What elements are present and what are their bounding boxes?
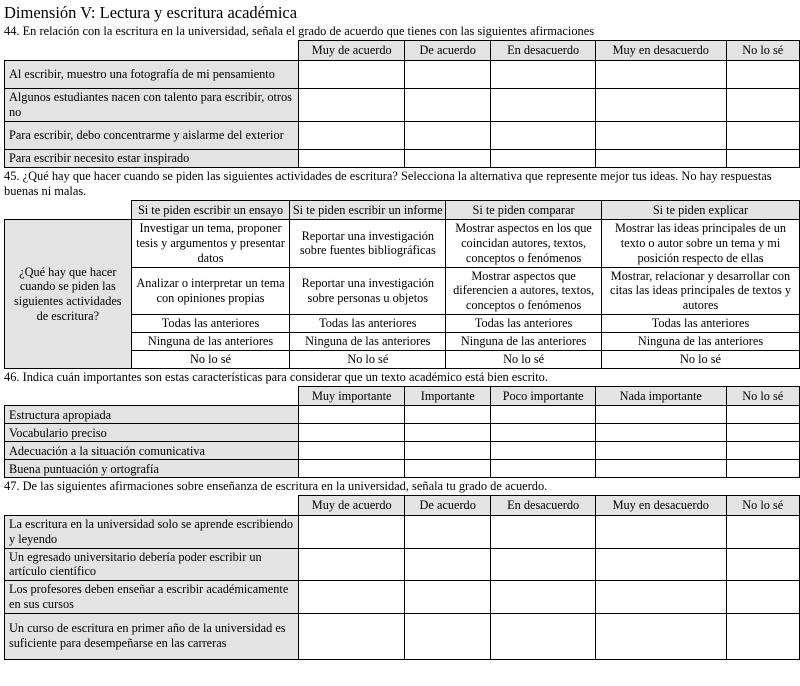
- row-label: Para escribir, debo concentrarme y aislarme del exterior: [5, 121, 299, 149]
- answer-cell[interactable]: [595, 613, 726, 659]
- table-row: [5, 89, 800, 122]
- question-46-prompt: 46. Indica cuán importantes son estas características para considerar que un texto académico está bien escrito.: [4, 369, 548, 384]
- question-45-prompt: 45. ¿Qué hay que hacer cuando se piden las siguientes actividades de escritura? Selecciona la alternativa que represente mejor tus ideas. No hay respuestas buenas ni malas.: [4, 168, 772, 198]
- answer-cell[interactable]: [726, 460, 799, 478]
- answer-cell[interactable]: [491, 581, 596, 614]
- row-label: Vocabulario preciso: [5, 424, 299, 442]
- option-cell[interactable]: Todas las anteriores: [290, 314, 446, 332]
- column-header-explicar: Si te piden explicar: [601, 200, 799, 220]
- answer-cell[interactable]: [404, 516, 490, 549]
- question-47-table: [4, 495, 800, 659]
- question-45-table: [4, 200, 800, 369]
- option-cell[interactable]: Mostrar aspectos que diferencien a autores, textos, conceptos o fenómenos: [446, 267, 602, 314]
- row-label: Algunos estudiantes nacen con talento para escribir, otros no: [5, 89, 299, 122]
- table-row: [5, 460, 800, 478]
- table-row: [5, 442, 800, 460]
- column-header-muy-de-acuerdo: Muy de acuerdo: [299, 496, 405, 516]
- column-header-en-desacuerdo: En desacuerdo: [491, 496, 596, 516]
- answer-cell[interactable]: [726, 121, 799, 149]
- option-cell[interactable]: Ninguna de las anteriores: [290, 332, 446, 350]
- column-header-no-lo-se: No lo sé: [726, 496, 799, 516]
- answer-cell[interactable]: [595, 516, 726, 549]
- row-label-side: ¿Qué hay que hacer cuando se piden las siguientes actividades de escritura?: [5, 220, 132, 369]
- question-44-prompt: 44. En relación con la escritura en la universidad, señala el grado de acuerdo que tienes con las siguientes afirmaciones: [4, 24, 595, 39]
- option-cell[interactable]: Ninguna de las anteriores: [446, 332, 602, 350]
- answer-cell[interactable]: [404, 61, 490, 89]
- option-cell[interactable]: Investigar un tema, proponer tesis y argumentos y presentar datos: [131, 220, 290, 267]
- question-46-table: [4, 386, 800, 479]
- corner-cell: [5, 200, 132, 220]
- column-header-muy-en-desacuerdo: Muy en desacuerdo: [595, 41, 726, 61]
- answer-cell[interactable]: [595, 548, 726, 581]
- answer-cell[interactable]: [726, 149, 799, 167]
- option-cell[interactable]: Analizar o interpretar un tema con opiniones propias: [131, 267, 290, 314]
- corner-cell: [5, 496, 299, 516]
- answer-cell[interactable]: [299, 581, 405, 614]
- answer-cell[interactable]: [404, 613, 490, 659]
- row-label: Adecuación a la situación comunicativa: [5, 442, 299, 460]
- answer-cell[interactable]: [299, 548, 405, 581]
- option-cell[interactable]: Todas las anteriores: [131, 314, 290, 332]
- answer-cell[interactable]: [726, 89, 799, 122]
- column-header-muy-en-desacuerdo: Muy en desacuerdo: [595, 496, 726, 516]
- column-header-de-acuerdo: De acuerdo: [404, 41, 490, 61]
- column-header-ensayo: Si te piden escribir un ensayo: [131, 200, 290, 220]
- answer-cell[interactable]: [726, 516, 799, 549]
- answer-cell[interactable]: [726, 581, 799, 614]
- answer-cell[interactable]: [299, 89, 405, 122]
- question-44-table: [4, 40, 800, 167]
- answer-cell[interactable]: [404, 149, 490, 167]
- answer-cell[interactable]: [726, 406, 799, 424]
- option-cell[interactable]: Todas las anteriores: [446, 314, 602, 332]
- row-label: Estructura apropiada: [5, 406, 299, 424]
- question-47-prompt: 47. De las siguientes afirmaciones sobre enseñanza de escritura en la universidad, señala tu grado de acuerdo.: [4, 479, 548, 494]
- answer-cell[interactable]: [491, 424, 596, 442]
- answer-cell[interactable]: [726, 613, 799, 659]
- answer-cell[interactable]: [299, 516, 405, 549]
- answer-cell[interactable]: [491, 613, 596, 659]
- option-cell[interactable]: Mostrar las ideas principales de un texto o autor sobre un tema y mi posición respecto de ellas: [601, 220, 799, 267]
- answer-cell[interactable]: [595, 581, 726, 614]
- row-label: Para escribir necesito estar inspirado: [5, 149, 299, 167]
- column-header-no-lo-se: No lo sé: [726, 386, 799, 406]
- answer-cell[interactable]: [404, 406, 490, 424]
- option-cell[interactable]: No lo sé: [446, 350, 602, 368]
- answer-cell[interactable]: [726, 442, 799, 460]
- answer-cell[interactable]: [595, 406, 726, 424]
- column-header-informe: Si te piden escribir un informe: [290, 200, 446, 220]
- column-header-muy-de-acuerdo: Muy de acuerdo: [299, 41, 405, 61]
- option-cell[interactable]: No lo sé: [601, 350, 799, 368]
- answer-cell[interactable]: [595, 149, 726, 167]
- column-header-muy-importante: Muy importante: [299, 386, 405, 406]
- answer-cell[interactable]: [299, 149, 405, 167]
- answer-cell[interactable]: [299, 613, 405, 659]
- answer-cell[interactable]: [299, 61, 405, 89]
- row-label: Al escribir, muestro una fotografía de mi pensamiento: [5, 61, 299, 89]
- table-header-row: [5, 496, 800, 516]
- answer-cell[interactable]: [299, 406, 405, 424]
- table-header-row: [5, 41, 800, 61]
- table-row: [5, 121, 800, 149]
- row-label: Los profesores deben enseñar a escribir académicamente en sus cursos: [5, 581, 299, 614]
- answer-cell[interactable]: [404, 121, 490, 149]
- option-cell[interactable]: Mostrar aspectos en los que coincidan autores, textos, conceptos o fenómenos: [446, 220, 602, 267]
- answer-cell[interactable]: [491, 516, 596, 549]
- option-cell[interactable]: Reportar una investigación sobre personas u objetos: [290, 267, 446, 314]
- corner-cell: [5, 386, 299, 406]
- answer-cell[interactable]: [491, 61, 596, 89]
- table-row: [5, 581, 800, 614]
- option-cell[interactable]: No lo sé: [290, 350, 446, 368]
- table-row: [5, 149, 800, 167]
- answer-cell[interactable]: [595, 121, 726, 149]
- column-header-nada-importante: Nada importante: [595, 386, 726, 406]
- answer-cell[interactable]: [595, 442, 726, 460]
- table-row: [5, 516, 800, 549]
- option-cell[interactable]: No lo sé: [131, 350, 290, 368]
- answer-cell[interactable]: [404, 581, 490, 614]
- table-row: [5, 61, 800, 89]
- row-label: Buena puntuación y ortografía: [5, 460, 299, 478]
- answer-cell[interactable]: [404, 548, 490, 581]
- column-header-no-lo-se: No lo sé: [726, 41, 799, 61]
- answer-cell[interactable]: [595, 460, 726, 478]
- option-cell[interactable]: Ninguna de las anteriores: [601, 332, 799, 350]
- column-header-poco-importante: Poco importante: [491, 386, 596, 406]
- answer-cell[interactable]: [299, 424, 405, 442]
- answer-cell[interactable]: [726, 424, 799, 442]
- answer-cell[interactable]: [595, 89, 726, 122]
- row-label: Un curso de escritura en primer año de la universidad es suficiente para desempeñarse en las carreras: [5, 613, 299, 659]
- table-row: [5, 220, 800, 267]
- answer-cell[interactable]: [404, 442, 490, 460]
- table-header-row: [5, 386, 800, 406]
- answer-cell[interactable]: [404, 89, 490, 122]
- answer-cell[interactable]: [491, 121, 596, 149]
- option-cell[interactable]: Mostrar, relacionar y desarrollar con citas las ideas principales de textos y autores: [601, 267, 799, 314]
- row-label: Un egresado universitario debería poder escribir un artículo científico: [5, 548, 299, 581]
- page-title: Dimensión V: Lectura y escritura académica: [4, 3, 298, 22]
- option-cell[interactable]: Todas las anteriores: [601, 314, 799, 332]
- answer-cell[interactable]: [299, 442, 405, 460]
- column-header-de-acuerdo: De acuerdo: [404, 496, 490, 516]
- answer-cell[interactable]: [491, 442, 596, 460]
- answer-cell[interactable]: [299, 121, 405, 149]
- answer-cell[interactable]: [491, 149, 596, 167]
- table-header-row: [5, 200, 800, 220]
- corner-cell: [5, 41, 299, 61]
- column-header-importante: Importante: [404, 386, 490, 406]
- column-header-en-desacuerdo: En desacuerdo: [491, 41, 596, 61]
- column-header-comparar: Si te piden comparar: [446, 200, 602, 220]
- table-row: [5, 424, 800, 442]
- answer-cell[interactable]: [491, 89, 596, 122]
- answer-cell[interactable]: [595, 424, 726, 442]
- option-cell[interactable]: Ninguna de las anteriores: [131, 332, 290, 350]
- answer-cell[interactable]: [726, 61, 799, 89]
- option-cell[interactable]: Reportar una investigación sobre fuentes bibliográficas: [290, 220, 446, 267]
- table-row: [5, 406, 800, 424]
- answer-cell[interactable]: [299, 460, 405, 478]
- answer-cell[interactable]: [404, 460, 490, 478]
- table-row: [5, 613, 800, 659]
- answer-cell[interactable]: [726, 548, 799, 581]
- table-row: [5, 548, 800, 581]
- answer-cell[interactable]: [491, 406, 596, 424]
- answer-cell[interactable]: [491, 460, 596, 478]
- answer-cell[interactable]: [595, 61, 726, 89]
- answer-cell[interactable]: [404, 424, 490, 442]
- row-label: La escritura en la universidad solo se aprende escribiendo y leyendo: [5, 516, 299, 549]
- answer-cell[interactable]: [491, 548, 596, 581]
